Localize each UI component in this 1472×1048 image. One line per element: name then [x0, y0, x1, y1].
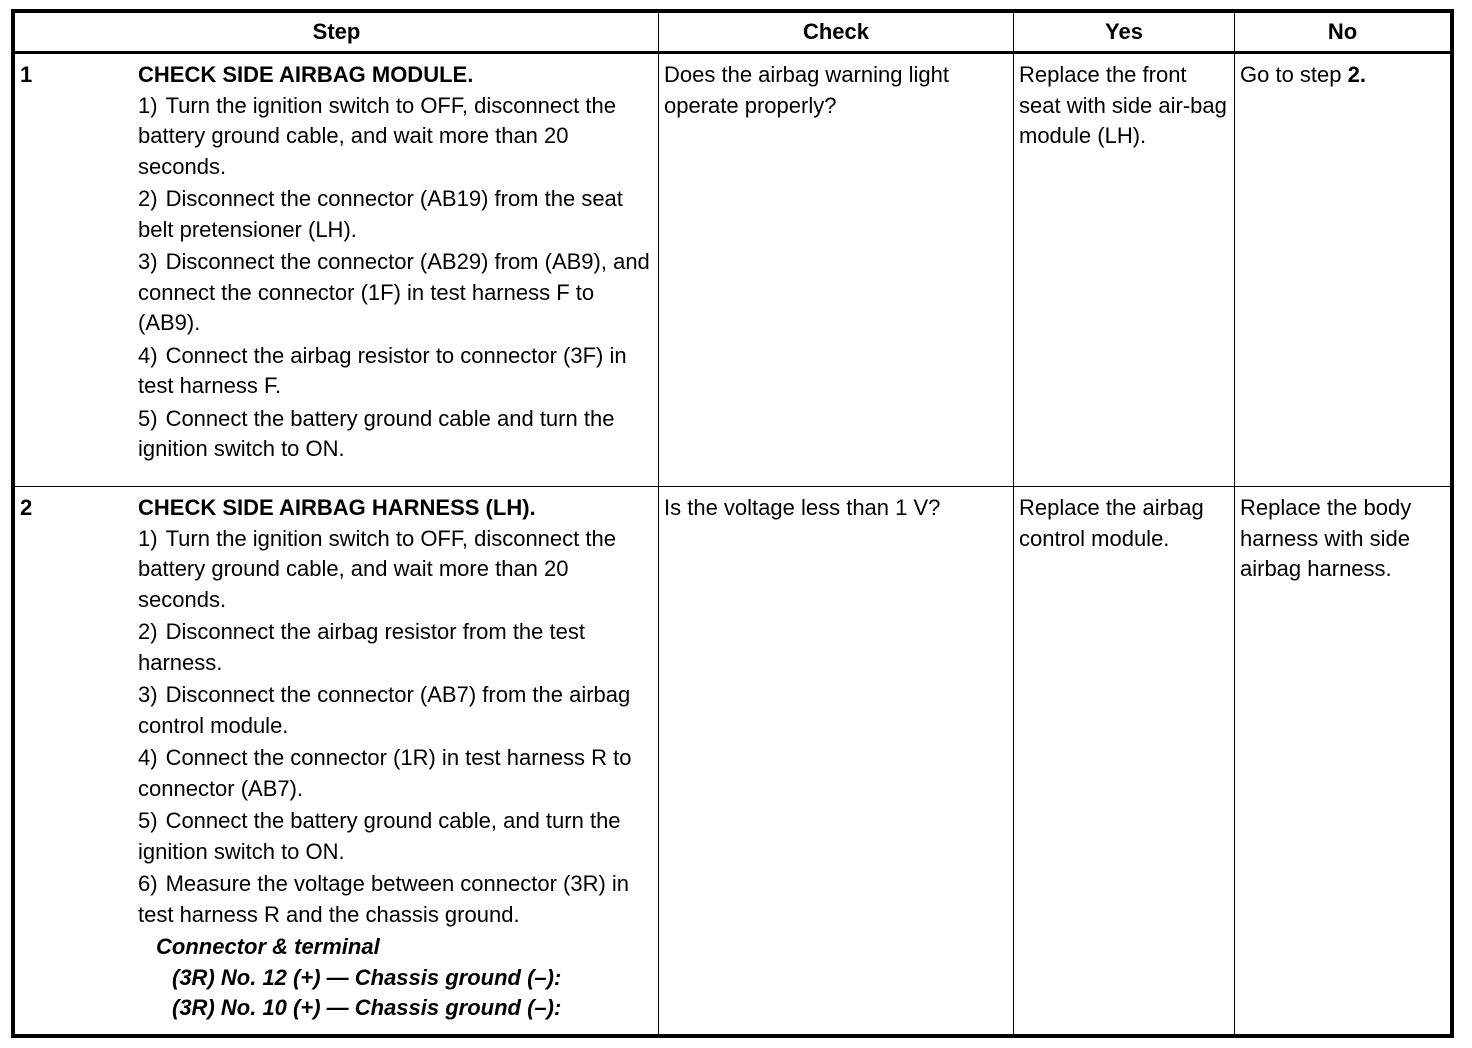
spec-line: (3R) No. 10 (+) — Chassis ground (–):: [172, 995, 562, 1020]
table-row-step-1: [15, 53, 1451, 487]
instruction-number: 4): [138, 342, 158, 368]
no-text: [1235, 54, 1450, 91]
instruction-text: Connect the connector (1R) in test harness R to connector (AB7).: [138, 745, 632, 801]
step-body: [138, 54, 658, 465]
step-cell: [15, 53, 659, 487]
yes-text: Replace the front seat with side air-bag module (LH).: [1019, 62, 1227, 148]
yes-cell: [1014, 53, 1235, 487]
step-number: 1: [20, 62, 33, 87]
instruction: [138, 524, 654, 616]
instruction-text: Connect the battery ground cable and turn the ignition switch to ON.: [138, 405, 615, 461]
instruction: [138, 743, 654, 804]
header-yes: Yes: [1014, 13, 1235, 53]
check-text: Is the voltage less than 1 V?: [664, 495, 941, 520]
instruction: [138, 404, 654, 465]
header-no: No: [1235, 13, 1451, 53]
instruction: [138, 680, 654, 741]
check-cell: [659, 487, 1014, 1035]
instruction-text: Turn the ignition switch to OFF, disconnect the battery ground cable, and wait more than 20 seconds.: [138, 92, 616, 179]
instruction-number: 3): [138, 682, 158, 707]
instruction-number: 1): [138, 92, 158, 118]
instruction-number: 1): [138, 525, 158, 551]
instruction-text: Connect the airbag resistor to connector (3F) in test harness F.: [138, 342, 627, 398]
instruction-text: Turn the ignition switch to OFF, disconnect the battery ground cable, and wait more than 20 seconds.: [138, 525, 616, 612]
instruction: [138, 869, 654, 930]
instruction: [138, 806, 654, 867]
instruction-number: 6): [138, 871, 158, 896]
instruction-number: 5): [138, 405, 158, 431]
step-title: CHECK SIDE AIRBAG HARNESS (LH).: [138, 495, 536, 520]
header-step: Step: [15, 13, 659, 53]
no-cell: [1235, 53, 1451, 487]
instruction: [138, 341, 654, 402]
yes-text: Replace the airbag control module.: [1019, 495, 1204, 551]
header-row: [15, 13, 1451, 53]
instruction: [138, 91, 654, 183]
check-cell: [659, 53, 1014, 487]
spec-title: Connector & terminal: [156, 934, 380, 959]
no-text-prefix: Go to step: [1240, 62, 1342, 87]
instruction-text: Measure the voltage between connector (3R) in test harness R and the chassis ground.: [138, 871, 630, 927]
instruction-number: 2): [138, 186, 158, 211]
diagnostic-table-frame: [11, 9, 1454, 1038]
instruction-number: 3): [138, 249, 158, 274]
instruction-text: Disconnect the connector (AB29) from (AB9), and connect the connector (1F) in test harness F to (AB9).: [138, 249, 650, 335]
no-cell: [1235, 487, 1451, 1035]
instruction: [138, 184, 654, 245]
step-number: 2: [20, 495, 33, 520]
step-title: CHECK SIDE AIRBAG MODULE.: [138, 62, 474, 87]
instruction-text: Disconnect the connector (AB19) from the seat belt pretensioner (LH).: [138, 186, 623, 242]
instruction-text: Connect the battery ground cable, and turn the ignition switch to ON.: [138, 808, 621, 864]
instruction: [138, 247, 654, 339]
diagnostic-table: [14, 12, 1451, 1035]
instruction-number: 2): [138, 619, 158, 644]
check-text: Does the airbag warning light operate properly?: [664, 62, 949, 118]
table-row-step-2: [15, 487, 1451, 1035]
spec-line: (3R) No. 12 (+) — Chassis ground (–):: [172, 964, 562, 990]
instruction-text: Disconnect the airbag resistor from the test harness.: [138, 619, 585, 675]
step-body: [138, 487, 658, 1024]
no-text: Replace the body harness with side airbag harness.: [1240, 495, 1412, 581]
instruction-text: Disconnect the connector (AB7) from the airbag control module.: [138, 682, 631, 738]
no-step-reference: 2.: [1347, 62, 1366, 87]
instruction-number: 4): [138, 745, 158, 770]
header-check: Check: [659, 13, 1014, 53]
step-cell: [15, 487, 659, 1035]
yes-cell: [1014, 487, 1235, 1035]
instruction: [138, 617, 654, 678]
instruction-number: 5): [138, 808, 158, 833]
